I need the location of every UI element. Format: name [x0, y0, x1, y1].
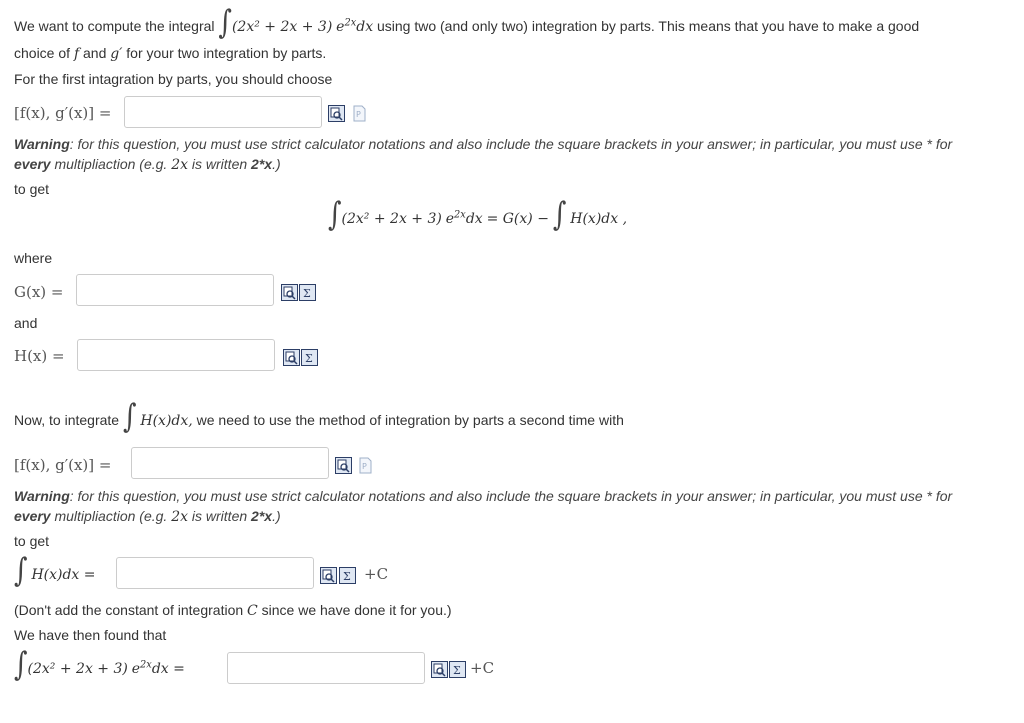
second-integral: H(x)dx,	[140, 413, 193, 429]
formula-editor-icon[interactable]	[299, 284, 316, 301]
intro-f: f	[73, 46, 80, 62]
intro-and: and	[83, 45, 107, 61]
final-input[interactable]	[227, 652, 425, 684]
formula-editor-icon[interactable]	[339, 567, 356, 584]
preview-icon[interactable]	[283, 349, 300, 366]
first-ibp-warning: Warning: for this question, you must use strict calculator notations and also include the square brackets in your answer; in particular, you must use * for every multipliaction (e.g. 2x is written 2*x.)	[14, 136, 953, 173]
eq1-rhs: H(x)dx ,	[570, 211, 628, 227]
H-label: H(x) =	[14, 347, 65, 365]
intro-line-1	[14, 4, 920, 42]
second-integral-sign: ∫	[122, 398, 137, 436]
second-ibp-label: [f(x), g′(x)] =	[14, 456, 112, 474]
plus-c-2: +C	[470, 659, 495, 677]
warning-every: every	[14, 508, 51, 524]
intro-integrand-exp: $e^{2x}$	[336, 17, 357, 35]
final-integral-sign: ∫	[14, 646, 28, 684]
intro-choice-text: choice of	[14, 45, 71, 61]
warning-every: every	[14, 156, 51, 172]
constant-note: (Don't add the constant of integration C since we have done it for you.)	[14, 602, 452, 619]
preview-icon[interactable]	[320, 567, 337, 584]
eq1-integral-sign: ∫	[328, 196, 342, 234]
warning-lead: Warning	[14, 136, 70, 152]
second-text-a: Now, to integrate	[14, 412, 120, 428]
preview-icon[interactable]	[335, 457, 352, 474]
eq1-integral-sign-2: ∫	[552, 196, 567, 234]
second-ibp-input[interactable]	[131, 447, 329, 479]
G-input[interactable]	[76, 274, 274, 306]
intro-line-2	[14, 45, 326, 62]
svg-text:P: P	[362, 462, 367, 471]
eq1-eq: = G(x) −	[486, 211, 549, 227]
final-exp: $e^{2x}$	[131, 659, 152, 677]
H-integral-label: H(x)dx =	[31, 567, 96, 583]
found-text: We have then found that	[14, 627, 167, 643]
integral-sign: ∫	[218, 4, 232, 42]
final-dx: dx =	[151, 661, 185, 677]
eq1-poly: (2x² + 2x + 3)	[341, 211, 442, 227]
intro-text-2: using two (and only two) integration by parts. This means that you have to make a good	[376, 18, 920, 34]
preview-icon[interactable]	[328, 105, 345, 122]
to-get-1: to get	[14, 181, 50, 197]
svg-text:Σ: Σ	[305, 352, 313, 365]
equation-1	[328, 196, 628, 236]
G-label: G(x) =	[14, 283, 64, 301]
first-ibp-label: [f(x), g′(x)] =	[14, 104, 112, 122]
H-input[interactable]	[77, 339, 275, 371]
intro-line2-end: for your two integration by parts.	[126, 45, 327, 61]
plus-c-1: +C	[364, 565, 389, 583]
H-integral-sign: ∫	[14, 552, 28, 590]
svg-text:P: P	[356, 110, 361, 119]
svg-text:Σ: Σ	[303, 287, 311, 300]
svg-text:Σ: Σ	[343, 570, 351, 583]
eq1-dx: dx	[465, 211, 483, 227]
preview-icon[interactable]	[431, 661, 448, 678]
plain-text-icon[interactable]	[351, 105, 368, 122]
first-ibp-input[interactable]	[124, 96, 322, 128]
and-text: and	[14, 315, 38, 331]
plain-text-icon[interactable]	[357, 457, 374, 474]
H-integral-input[interactable]	[116, 557, 314, 589]
second-intro	[14, 398, 624, 438]
second-text-b: we need to use the method of integration by parts a second time with	[196, 412, 624, 428]
to-get-2: to get	[14, 533, 50, 549]
warning-lead: Warning	[14, 488, 70, 504]
first-ibp-instruction: For the first intagration by parts, you should choose	[14, 71, 333, 87]
final-poly: (2x² + 2x + 3)	[27, 661, 128, 677]
intro-gprime: g′	[110, 46, 123, 62]
formula-editor-icon[interactable]	[301, 349, 318, 366]
intro-dx: dx	[356, 19, 374, 35]
H-integral-row	[14, 552, 96, 592]
second-ibp-warning: Warning: for this question, you must use strict calculator notations and also include the square brackets in your answer; in particular, you must use * for every multipliaction (e.g. 2x is written 2*x.)	[14, 488, 953, 525]
svg-text:Σ: Σ	[453, 664, 461, 677]
final-equation	[14, 646, 185, 686]
intro-text-1: We want to compute the integral	[14, 18, 215, 34]
formula-editor-icon[interactable]	[449, 661, 466, 678]
eq1-exp: $e^{2x}$	[445, 209, 466, 227]
preview-icon[interactable]	[281, 284, 298, 301]
intro-integrand-poly: (2x² + 2x + 3)	[231, 19, 333, 35]
where-text: where	[14, 250, 53, 266]
